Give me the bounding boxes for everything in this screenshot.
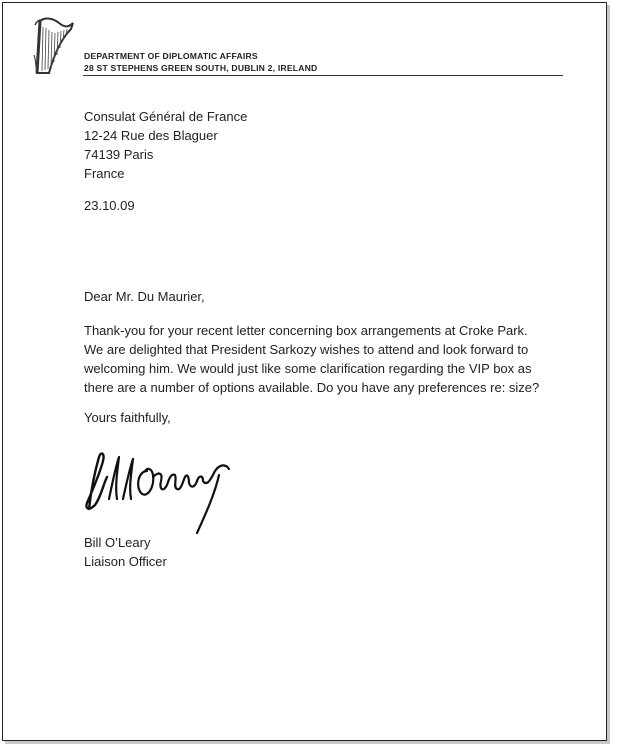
sender-title: Liaison Officer (84, 554, 167, 569)
sender-block (84, 533, 167, 571)
letterhead (84, 50, 317, 74)
body-line: there are a number of options available. Do you have any preferences re: size? (84, 380, 540, 395)
recipient-line: Consulat Général de France (84, 109, 248, 124)
handwritten-signature-icon (79, 441, 249, 541)
salutation: Dear Mr. Du Maurier, (84, 289, 205, 304)
letter-date: 23.10.09 (84, 198, 135, 213)
closing: Yours faithfully, (84, 410, 171, 425)
recipient-line: 74139 Paris (84, 147, 154, 162)
body-line: Thank-you for your recent letter concerning box arrangements at Croke Park. (84, 323, 528, 338)
recipient-line: France (84, 166, 125, 181)
letter-page (2, 2, 607, 741)
letterhead-divider (83, 75, 563, 76)
body-line: We are delighted that President Sarkozy wishes to attend and look forward to (84, 342, 529, 357)
department-address: 28 ST STEPHENS GREEN SOUTH, DUBLIN 2, IRELAND (84, 63, 318, 73)
letter-body (84, 321, 539, 397)
recipient-line: 12-24 Rue des Blaguer (84, 128, 218, 143)
sender-name: Bill O’Leary (84, 535, 151, 550)
harp-emblem-icon (31, 15, 77, 77)
department-name: DEPARTMENT OF DIPLOMATIC AFFAIRS (84, 51, 258, 61)
recipient-address (84, 107, 247, 183)
body-line: welcoming him. We would just like some clarification regarding the VIP box as (84, 361, 532, 376)
